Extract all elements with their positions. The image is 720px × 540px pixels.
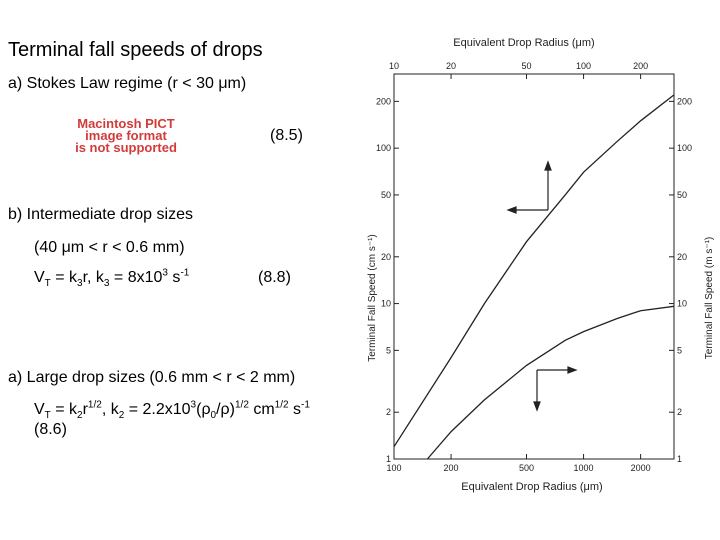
lformula-unit: cm [248,401,275,418]
large-formula [34,400,310,420]
top-axis-tick-label: 50 [521,61,532,71]
right-axis-tick-label: 20 [677,251,688,262]
left-axis-tick-label: 1 [385,454,391,464]
pict-placeholder-image [46,118,206,154]
left-axis-tick-label: 2 [385,407,391,418]
left-axis-tick-label: 100 [375,143,391,154]
left-axis-tick-label: 5 [385,345,391,356]
lformula-half-exp: 1/2 [234,399,249,411]
lformula-rho-ratio: /ρ) [216,401,235,418]
top-axis-title: Equivalent Drop Radius (μm) [453,37,595,49]
plot-frame [394,74,674,459]
intermediate-heading: b) Intermediate drop sizes [8,206,193,223]
top-axis-tick-label: 20 [446,61,457,71]
large-heading: a) Large drop sizes (0.6 mm < r < 2 mm) [8,369,296,386]
left-axis-tick-label: 50 [380,189,391,200]
top-axis-tick-label: 10 [388,61,400,71]
formula-k3b-sub: 3 [103,278,110,290]
formula-exp: 3 [162,267,168,279]
stokes-heading: a) Stokes Law regime (r < 30 μm) [8,75,247,92]
top-axis-tick-label: 100 [576,61,592,71]
lformula-unit2-exp: -1 [301,399,310,411]
left-axis-tick-label: 200 [375,96,391,107]
lformula-unit2: s [288,401,302,418]
lformula-vt-sub: T [44,410,51,422]
lformula-unit-exp: 1/2 [274,399,289,411]
intermediate-range: (40 μm < r < 0.6 mm) [34,239,185,256]
left-axis-tick-label: 10 [380,298,391,309]
lformula-part-1: = k [50,401,78,418]
fall-speed-chart [354,32,720,502]
right-axis-tick-label: 5 [677,345,683,356]
intermediate-equation-number: (8.8) [258,269,291,286]
formula-unit: s [167,269,181,286]
right-axis-tick-label: 50 [677,189,688,200]
formula-part-3: = 8x10 [109,269,163,286]
axis-ticks [376,61,692,473]
pict-line-2: image format [85,128,167,143]
lformula-part-3: = 2.2x10 [124,401,191,418]
formula-vt-sub: T [44,278,51,290]
formula-part-1: = k [50,269,78,286]
bottom-axis-tick-label: 500 [518,463,535,473]
formula-vt: V [34,269,45,286]
bottom-axis-tick-label: 2000 [630,463,651,473]
lformula-vt: V [34,401,45,418]
bottom-axis-title: Equivalent Drop Radius (μm) [461,481,603,493]
formula-k3-sub: 3 [77,278,83,290]
lformula-k2b-sub: 2 [118,410,125,422]
large-equation-number: (8.6) [34,421,67,438]
right-axis-tick-label: 10 [677,298,688,309]
slide-title: Terminal fall speeds of drops [8,39,263,61]
formula-unit-exp: -1 [180,267,190,279]
left-axis-title: Terminal Fall Speed (cm s⁻¹) [367,234,378,362]
right-axis-title: Terminal Fall Speed (m s⁻¹) [704,236,715,360]
lformula-rho0-sub: 0 [210,410,217,422]
upper-curve-line [394,95,674,447]
lformula-rho-open: (ρ [196,401,211,418]
top-axis-tick-label: 200 [633,61,649,71]
curves [394,95,674,459]
right-axis-tick-label: 2 [677,407,683,418]
pict-line-1: Macintosh PICT [77,116,175,131]
lformula-r: r [82,401,88,418]
lformula-k2-sub: 2 [77,410,83,422]
stokes-equation-number: (8.5) [270,127,303,144]
bottom-axis-tick-label: 100 [386,463,402,473]
right-axis-tick-label: 100 [677,143,693,154]
intermediate-formula [34,268,189,288]
fall-speed-figure [354,32,720,502]
left-axis-tick-label: 20 [380,251,391,262]
lformula-exp3: 3 [190,399,197,411]
lformula-part-2: , k [101,401,119,418]
lformula-r-exp: 1/2 [87,399,102,411]
right-axis-tick-label: 1 [677,454,683,464]
bottom-axis-tick-label: 1000 [573,463,594,473]
bottom-axis-tick-label: 200 [443,463,459,473]
pict-line-3: is not supported [75,140,177,155]
formula-part-2: r, k [82,269,104,286]
right-axis-tick-label: 200 [677,96,693,107]
lower-curve-line [427,306,674,459]
